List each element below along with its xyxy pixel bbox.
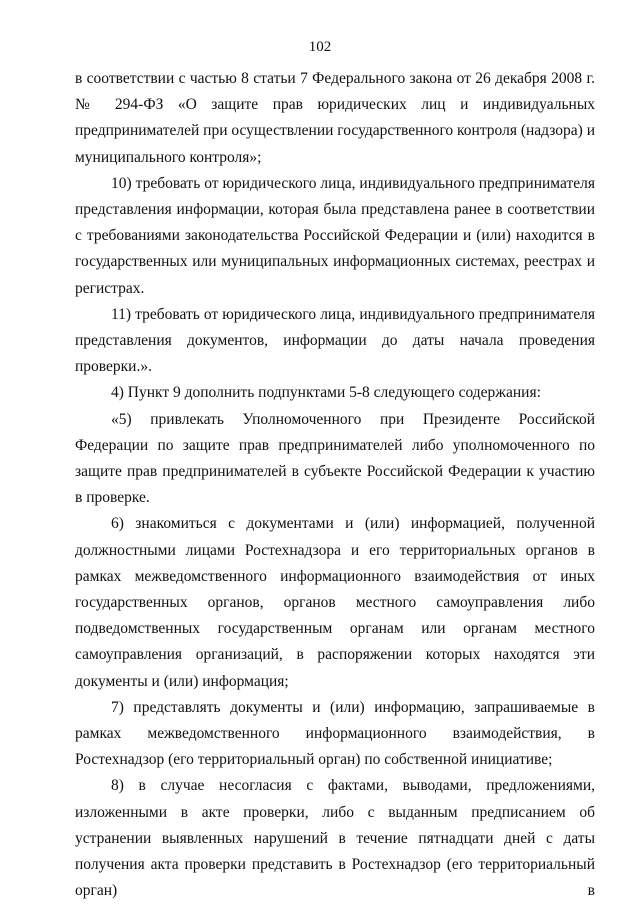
paragraph-continuation: в соответствии с частью 8 статьи 7 Федерального закона от 26 декабря 2008 г. № 294-ФЗ «О защите прав юридических лиц и индивидуальных предпринимателей при осуществлении государственного контроля (надзора) и муниципального контроля»; [75, 70, 595, 166]
page-number: 102 [308, 39, 332, 55]
paragraph-item-11: 11) требовать от юридического лица, индивидуального предпринимателя представления документов, информации до даты начала проведения проверки.». [75, 305, 595, 376]
paragraph-item-8: 8) в случае несогласия с фактами, выводами, предложениями, изложенными в акте проверки, либо с выданным предписанием об устранении выявленных нарушений в течение пятнадцати дней с даты получения акта проверки представить в Ростехнадзор (его территориальный орган) в [75, 777, 595, 900]
paragraph-item-6: 6) знакомиться с документами и (или) информацией, полученной должностными лицами Ростехнадзора и его территориальных органов в рамках межведомственного информационного взаимодействия от иных государственных органов, органов местного самоуправления либо подведомственных государственным органам или органам местного самоуправления организаций, в распоряжении которых находятся эти документы и (или) информация; [75, 515, 595, 690]
paragraph-point-4: 4) Пункт 9 дополнить подпунктами 5-8 следующего содержания: [111, 384, 541, 402]
paragraph-item-7: 7) представлять документы и (или) информацию, запрашиваемые в рамках межведомственного информационного взаимодействия, в Ростехнадзор (его территориальный орган) по собственной инициативе; [75, 698, 595, 769]
document-body [75, 66, 595, 905]
paragraph-item-5: «5) привлекать Уполномоченного при Президенте Российской Федерации по защите прав предпринимателей либо уполномоченного по защите прав предпринимателей в субъекте Российской Федерации к участию в проверке. [75, 410, 595, 507]
paragraph-item-10: 10) требовать от юридического лица, индивидуального предпринимателя представления информации, которая была представлена ранее в соответствии с требованиями законодательства Российской Федерации и (или) находится в государственных или муниципальных информационных системах, реестрах и регистрах. [75, 174, 595, 297]
